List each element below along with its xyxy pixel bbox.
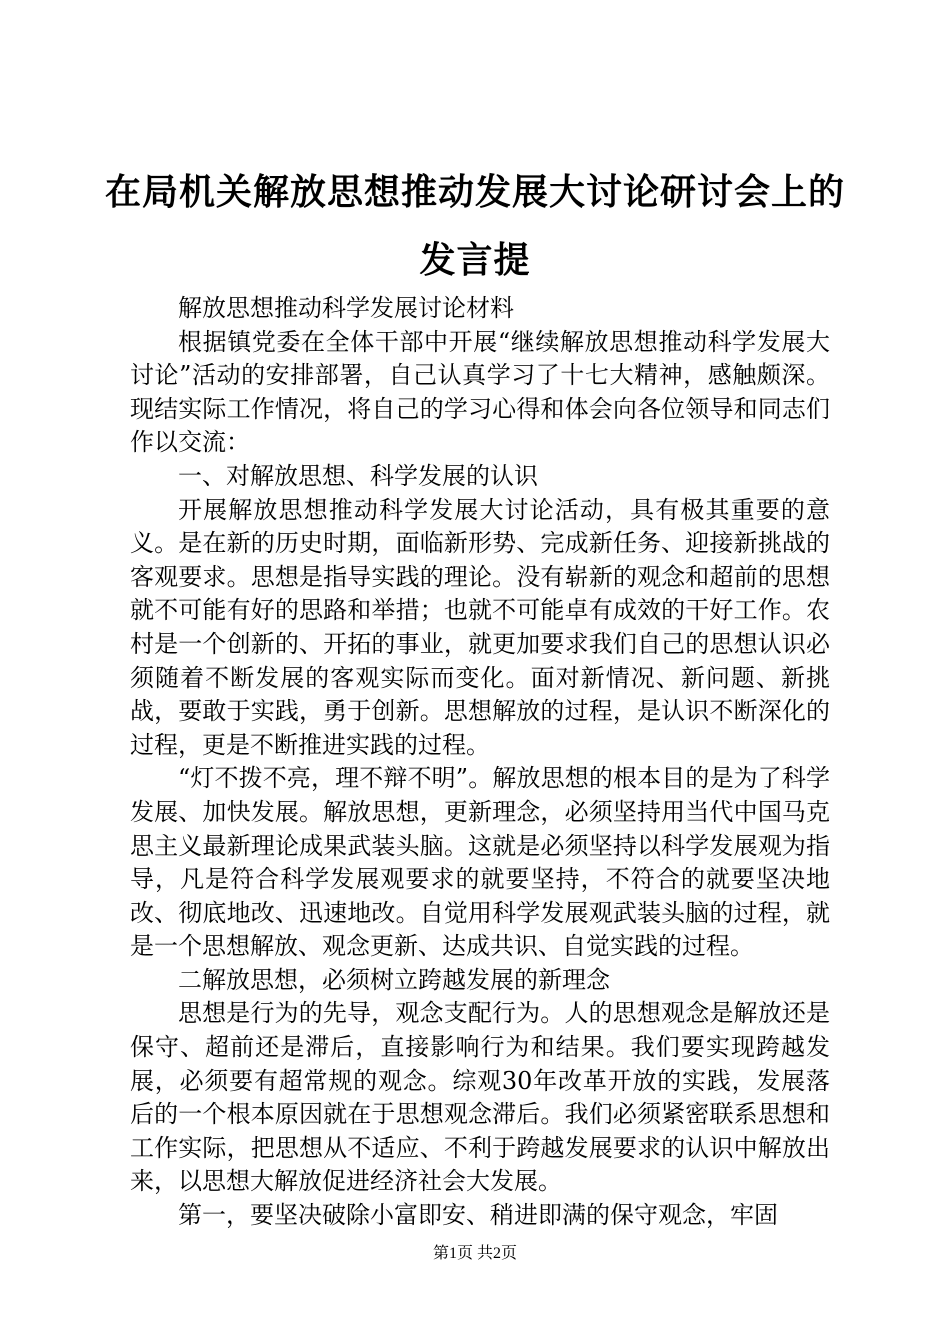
document-body <box>130 292 830 1233</box>
page-footer: 第1页 共2页 <box>432 1245 517 1262</box>
paragraph: 第一，要坚决破除小富即安、稍进即满的保守观念，牢固 <box>178 1201 778 1230</box>
section-heading: 一、对解放思想、科学发展的认识 <box>178 461 538 490</box>
paragraph: 解放思想推动科学发展讨论材料 <box>178 294 514 322</box>
document-title: 在局机关解放思想推动发展大讨论研讨会上的发言提 <box>104 171 845 281</box>
paragraph: 思想是行为的先导，观念支配行为。人的思想观念是解放还是保守、超前还是滞后，直接影响行为和结果。我们要实现跨越发展，必须要有超常规的观念。综观30年改革开放的实践，发展落后的一个根本原因就在于思想观念滞后。我们必须紧密联系思想和工作实际，把思想从不适应、不利于跨越发展要求的认识中解放出来，以思想大解放促进经济社会大发展。 <box>130 999 830 1196</box>
paragraph: 根据镇党委在全体干部中开展“继续解放思想推动科学发展大讨论”活动的安排部署，自己认真学习了十七大精神，感触颇深。现结实际工作情况，将自己的学习心得和体会向各位领导和同志们作以交流： <box>130 327 830 457</box>
paragraph: 开展解放思想推动科学发展大讨论活动，具有极其重要的意义。是在新的历史时期，面临新形势、完成新任务、迎接新挑战的客观要求。思想是指导实践的理论。没有崭新的观念和超前的思想就不可能有好的思路和举措；也就不可能卓有成效的干好工作。农村是一个创新的、开拓的事业，就更加要求我们自己的思想认识必须随着不断发展的客观实际而变化。面对新情况、新问题、新挑战，要敢于实践，勇于创新。思想解放的过程，是认识不断深化的过程，更是不断推进实践的过程。 <box>130 495 830 759</box>
section-heading: 二解放思想，必须树立跨越发展的新理念 <box>178 965 610 994</box>
paragraph: “灯不拨不亮，理不辩不明”。解放思想的根本目的是为了科学发展、加快发展。解放思想，更新理念，必须坚持用当代中国马克思主义最新理论成果武装头脑。这就是必须坚持以科学发展观为指导，凡是符合科学发展观要求的就要坚持，不符合的就要坚决地改、彻底地改、迅速地改。自觉用科学发展观武装头脑的过程，就是一个思想解放、观念更新、达成共识、自觉实践的过程。 <box>130 764 830 961</box>
